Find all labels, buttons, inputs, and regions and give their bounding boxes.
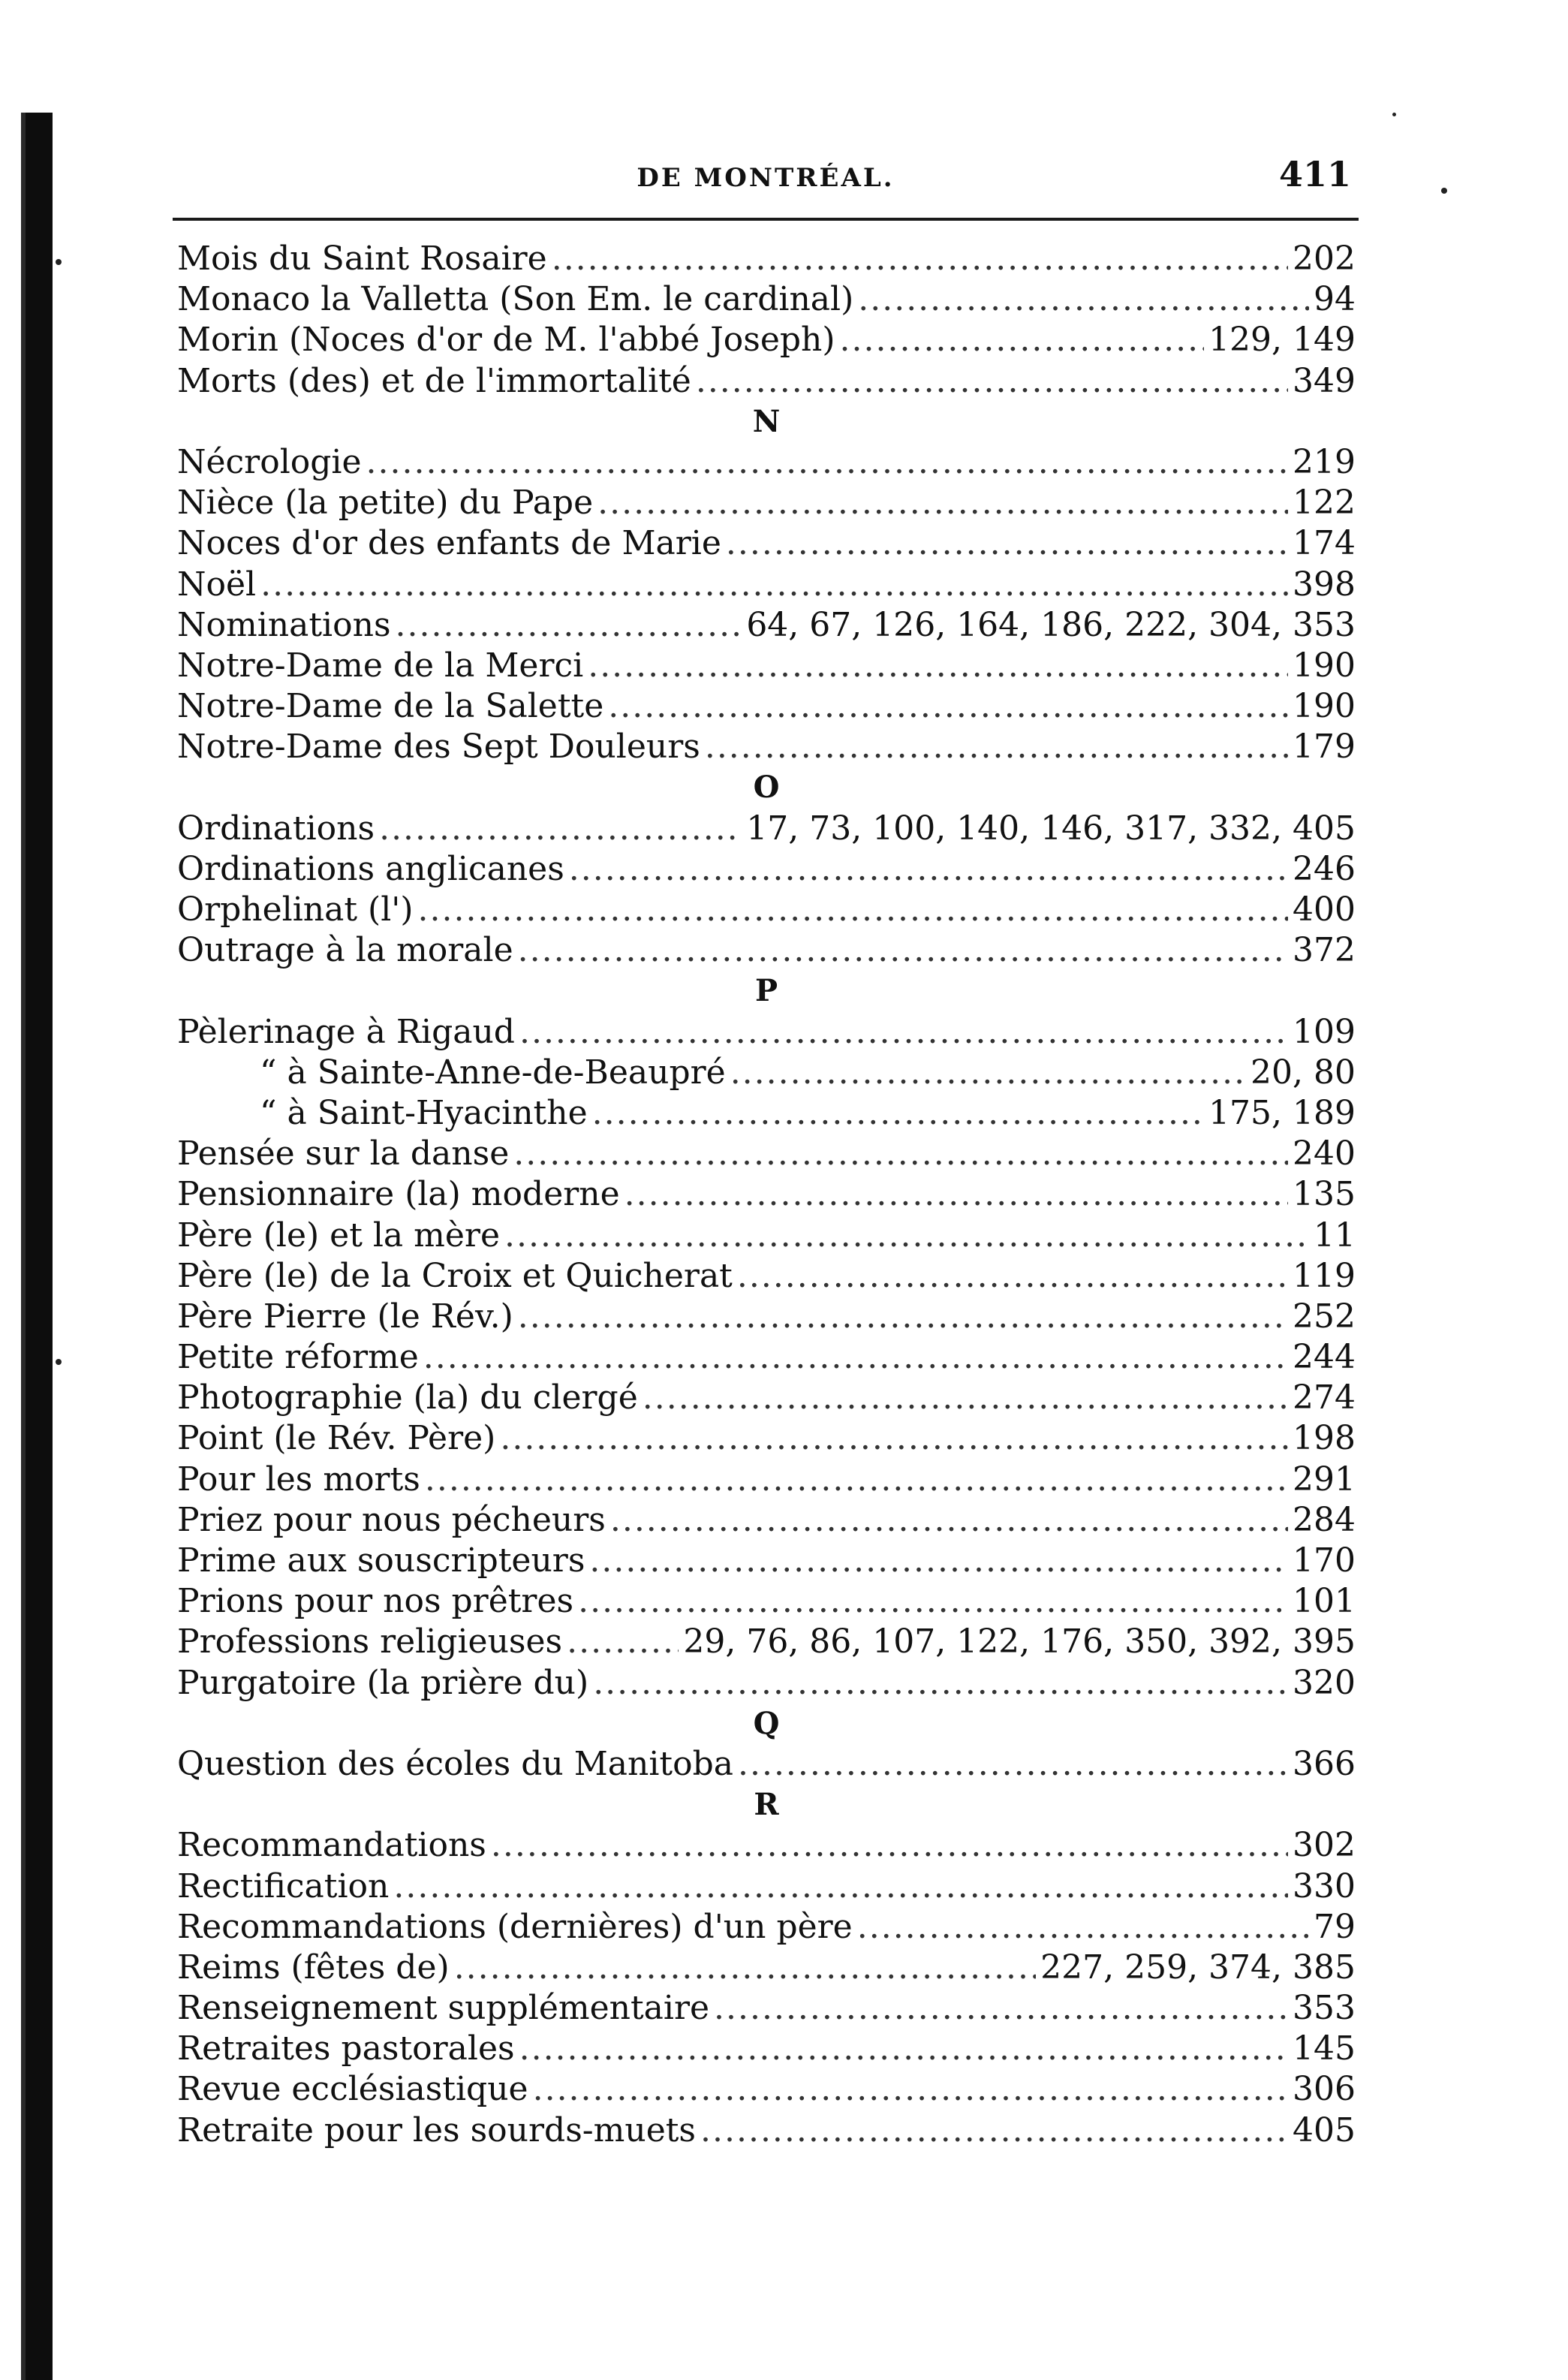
print-speck bbox=[1441, 188, 1447, 194]
entry-pages: 20, 80 bbox=[1250, 1053, 1356, 1092]
index-entry bbox=[177, 930, 1356, 971]
section-letter: R bbox=[754, 1787, 779, 1823]
dot-leader bbox=[589, 1541, 1288, 1581]
entry-label: Morts (des) et de l'immortalité bbox=[177, 361, 691, 400]
entry-pages: 302 bbox=[1293, 1826, 1356, 1865]
entry-pages: 190 bbox=[1293, 687, 1356, 726]
section-letter: P bbox=[754, 973, 778, 1009]
dot-leader bbox=[567, 1622, 679, 1662]
index-entry bbox=[177, 1460, 1356, 1500]
entry-pages: 240 bbox=[1293, 1134, 1356, 1173]
index-entry bbox=[177, 605, 1356, 646]
dot-leader bbox=[696, 361, 1288, 402]
entry-label: Nièce (la petite) du Pape bbox=[177, 484, 594, 523]
dot-leader bbox=[518, 1297, 1288, 1337]
header-rule bbox=[173, 218, 1359, 221]
entry-label: Revue ecclésiastique bbox=[177, 2070, 528, 2109]
dot-leader bbox=[840, 320, 1205, 360]
entry-label: Pour les morts bbox=[177, 1460, 420, 1499]
index-entry bbox=[177, 239, 1356, 279]
entry-label: Petite réforme bbox=[177, 1338, 419, 1377]
dot-leader bbox=[569, 849, 1288, 890]
page-number: 411 bbox=[1278, 154, 1351, 194]
entry-label: “ à Sainte-Anne-de-Beaupré bbox=[260, 1053, 726, 1092]
dot-leader bbox=[726, 523, 1288, 564]
dot-leader bbox=[593, 1663, 1288, 1704]
entry-label: Photographie (la) du clergé bbox=[177, 1378, 638, 1417]
binding-edge bbox=[26, 113, 53, 2380]
entry-pages: 109 bbox=[1293, 1012, 1356, 1051]
entry-pages: 175, 189 bbox=[1208, 1093, 1356, 1132]
index-entry bbox=[177, 849, 1356, 890]
index-entry bbox=[177, 1418, 1356, 1459]
entry-pages: 291 bbox=[1293, 1460, 1356, 1499]
index-entry bbox=[177, 565, 1356, 605]
entry-label: Orphelinat (l') bbox=[177, 890, 414, 929]
dot-leader bbox=[393, 1866, 1288, 1907]
entry-label: Recommandations (dernières) d'un père bbox=[177, 1907, 853, 1946]
entry-pages: 170 bbox=[1293, 1541, 1356, 1580]
entry-pages: 219 bbox=[1293, 442, 1356, 481]
index-entry bbox=[177, 1256, 1356, 1297]
entry-label: Nécrologie bbox=[177, 442, 362, 481]
index-entry bbox=[177, 890, 1356, 930]
dot-leader bbox=[260, 565, 1288, 605]
entry-pages: 246 bbox=[1293, 849, 1356, 888]
index-entry bbox=[177, 1174, 1356, 1215]
index-entry bbox=[177, 1053, 1356, 1093]
entry-pages: 179 bbox=[1293, 728, 1356, 767]
print-speck bbox=[56, 1359, 62, 1365]
dot-leader bbox=[700, 2110, 1288, 2151]
dot-leader bbox=[425, 1460, 1288, 1500]
entry-pages: 202 bbox=[1293, 240, 1356, 278]
dot-leader bbox=[857, 1907, 1309, 1948]
entry-label: Père (le) de la Croix et Quicherat bbox=[177, 1256, 733, 1295]
entry-label: Purgatoire (la prière du) bbox=[177, 1663, 589, 1702]
index-entry bbox=[177, 809, 1356, 849]
index-entry bbox=[177, 1948, 1356, 1988]
entry-pages: 320 bbox=[1293, 1663, 1356, 1702]
dot-leader bbox=[418, 890, 1288, 930]
dot-leader bbox=[597, 483, 1288, 523]
page-header bbox=[173, 154, 1359, 206]
entry-pages: 79 bbox=[1314, 1907, 1356, 1946]
entry-pages: 190 bbox=[1293, 646, 1356, 685]
index-entry bbox=[177, 1216, 1356, 1256]
index-entry bbox=[177, 442, 1356, 483]
index-entry bbox=[177, 1988, 1356, 2029]
dot-leader bbox=[610, 1500, 1288, 1541]
entry-pages: 145 bbox=[1293, 2029, 1356, 2068]
entry-pages: 274 bbox=[1293, 1378, 1356, 1417]
entry-pages: 101 bbox=[1293, 1582, 1356, 1621]
dot-leader bbox=[454, 1948, 1036, 1988]
entry-pages: 349 bbox=[1293, 361, 1356, 400]
entry-pages: 198 bbox=[1293, 1419, 1356, 1458]
index-entry bbox=[177, 1907, 1356, 1948]
index-entry bbox=[177, 1500, 1356, 1541]
index-entry bbox=[177, 361, 1356, 402]
index-entry bbox=[177, 1337, 1356, 1378]
dot-leader bbox=[643, 1378, 1288, 1418]
entry-label: Pèlerinage à Rigaud bbox=[177, 1012, 515, 1051]
entry-pages: 135 bbox=[1293, 1175, 1356, 1214]
running-head: DE MONTRÉAL. bbox=[637, 163, 895, 193]
entry-label: Pensionnaire (la) moderne bbox=[177, 1175, 620, 1214]
dot-leader bbox=[519, 2029, 1288, 2069]
index-entry bbox=[177, 727, 1356, 767]
entry-pages: 372 bbox=[1293, 931, 1356, 970]
entry-pages: 398 bbox=[1293, 565, 1356, 604]
entry-pages: 284 bbox=[1293, 1500, 1356, 1539]
dot-leader bbox=[533, 2069, 1288, 2110]
entry-label: Rectification bbox=[177, 1866, 390, 1906]
dot-leader bbox=[737, 1256, 1288, 1297]
dot-leader bbox=[858, 279, 1309, 320]
dot-leader bbox=[423, 1337, 1288, 1378]
dot-leader bbox=[705, 727, 1288, 767]
section-letter: Q bbox=[753, 1705, 780, 1741]
dot-leader bbox=[504, 1216, 1309, 1256]
index-entry bbox=[177, 1622, 1356, 1662]
entry-label: Reims (fêtes de) bbox=[177, 1948, 450, 1987]
index-entry bbox=[177, 320, 1356, 360]
dot-leader bbox=[714, 1988, 1288, 2029]
entry-pages: 227, 259, 374, 385 bbox=[1040, 1948, 1356, 1987]
entry-label: Recommandations bbox=[177, 1826, 486, 1865]
index-entry bbox=[177, 1663, 1356, 1704]
dot-leader bbox=[608, 686, 1288, 727]
entry-label: “ à Saint-Hyacinthe bbox=[260, 1093, 588, 1132]
entry-pages: 306 bbox=[1293, 2070, 1356, 2109]
entry-label: Ordinations bbox=[177, 809, 375, 848]
entry-label: Ordinations anglicanes bbox=[177, 849, 564, 888]
entry-label: Notre-Dame de la Salette bbox=[177, 687, 604, 726]
dot-leader bbox=[588, 646, 1288, 686]
entry-label: Morin (Noces d'or de M. l'abbé Joseph) bbox=[177, 321, 835, 360]
entry-label: Professions religieuses bbox=[177, 1622, 563, 1661]
entry-label: Monaco la Valletta (Son Em. le cardinal) bbox=[177, 280, 854, 319]
entry-label: Notre-Dame de la Merci bbox=[177, 646, 584, 685]
entry-label: Nominations bbox=[177, 605, 391, 644]
index-entry bbox=[177, 1541, 1356, 1581]
entry-label: Prime aux souscripteurs bbox=[177, 1541, 585, 1580]
index-entry bbox=[177, 1581, 1356, 1622]
entry-pages: 244 bbox=[1293, 1338, 1356, 1377]
entry-pages: 119 bbox=[1293, 1256, 1356, 1295]
dot-leader bbox=[624, 1174, 1288, 1215]
index-entry bbox=[177, 279, 1356, 320]
index-entry bbox=[177, 523, 1356, 564]
index-entry bbox=[177, 686, 1356, 727]
entry-pages: 11 bbox=[1314, 1216, 1356, 1255]
index-entry bbox=[177, 1012, 1356, 1053]
dot-leader bbox=[396, 605, 742, 646]
entry-label: Priez pour nous pécheurs bbox=[177, 1500, 606, 1539]
entry-pages: 64, 67, 126, 164, 186, 222, 304, 353 bbox=[746, 605, 1356, 644]
entry-label: Retraites pastorales bbox=[177, 2029, 515, 2068]
dot-leader bbox=[578, 1581, 1288, 1622]
index-entry bbox=[177, 1378, 1356, 1418]
index-entry bbox=[177, 1825, 1356, 1866]
index-entry bbox=[177, 646, 1356, 686]
entry-label: Pensée sur la danse bbox=[177, 1134, 510, 1173]
entry-pages: 17, 73, 100, 140, 146, 317, 332, 405 bbox=[746, 809, 1356, 848]
entry-label: Point (le Rév. Père) bbox=[177, 1419, 496, 1458]
print-speck bbox=[1392, 113, 1396, 116]
index-entry bbox=[177, 1744, 1356, 1785]
entry-pages: 330 bbox=[1293, 1866, 1356, 1906]
entry-pages: 29, 76, 86, 107, 122, 176, 350, 392, 395 bbox=[683, 1622, 1356, 1661]
entry-label: Question des écoles du Manitoba bbox=[177, 1744, 733, 1783]
entry-pages: 366 bbox=[1293, 1744, 1356, 1783]
dot-leader bbox=[491, 1825, 1288, 1866]
entry-label: Retraite pour les sourds-muets bbox=[177, 2110, 697, 2150]
dot-leader bbox=[500, 1418, 1288, 1459]
dot-leader bbox=[592, 1093, 1204, 1134]
entry-label: Noël bbox=[177, 565, 257, 604]
entry-pages: 129, 149 bbox=[1208, 321, 1356, 360]
entry-label: Prions pour nos prêtres bbox=[177, 1582, 574, 1621]
entry-label: Outrage à la morale bbox=[177, 931, 513, 970]
entry-label: Renseignement supplémentaire bbox=[177, 1989, 710, 2028]
index-entry bbox=[177, 2110, 1356, 2151]
dot-leader bbox=[513, 1134, 1288, 1174]
section-letter: O bbox=[753, 770, 780, 806]
entry-pages: 122 bbox=[1293, 484, 1356, 523]
entry-pages: 353 bbox=[1293, 1989, 1356, 2028]
index-entry bbox=[177, 2069, 1356, 2110]
dot-leader bbox=[519, 1012, 1288, 1053]
section-letter: N bbox=[752, 403, 781, 439]
index-entry bbox=[177, 2029, 1356, 2069]
dot-leader bbox=[366, 442, 1288, 483]
dot-leader bbox=[738, 1744, 1288, 1785]
index-entry bbox=[177, 483, 1356, 523]
entry-label: Père Pierre (le Rév.) bbox=[177, 1297, 513, 1336]
index-list bbox=[177, 239, 1356, 2151]
dot-leader bbox=[730, 1053, 1246, 1093]
dot-leader bbox=[518, 930, 1288, 971]
index-entry bbox=[177, 1093, 1356, 1134]
entry-pages: 405 bbox=[1293, 2110, 1356, 2150]
entry-pages: 400 bbox=[1293, 890, 1356, 929]
dot-leader bbox=[379, 809, 742, 849]
entry-pages: 94 bbox=[1314, 280, 1356, 319]
entry-label: Père (le) et la mère bbox=[177, 1216, 500, 1255]
index-entry bbox=[177, 1866, 1356, 1907]
dot-leader bbox=[552, 239, 1288, 279]
print-speck bbox=[56, 259, 62, 265]
entry-label: Notre-Dame des Sept Douleurs bbox=[177, 728, 700, 767]
index-entry bbox=[177, 1134, 1356, 1174]
entry-pages: 174 bbox=[1293, 524, 1356, 563]
entry-pages: 252 bbox=[1293, 1297, 1356, 1336]
entry-label: Mois du Saint Rosaire bbox=[177, 240, 547, 278]
entry-label: Noces d'or des enfants de Marie bbox=[177, 524, 721, 563]
index-entry bbox=[177, 1297, 1356, 1337]
